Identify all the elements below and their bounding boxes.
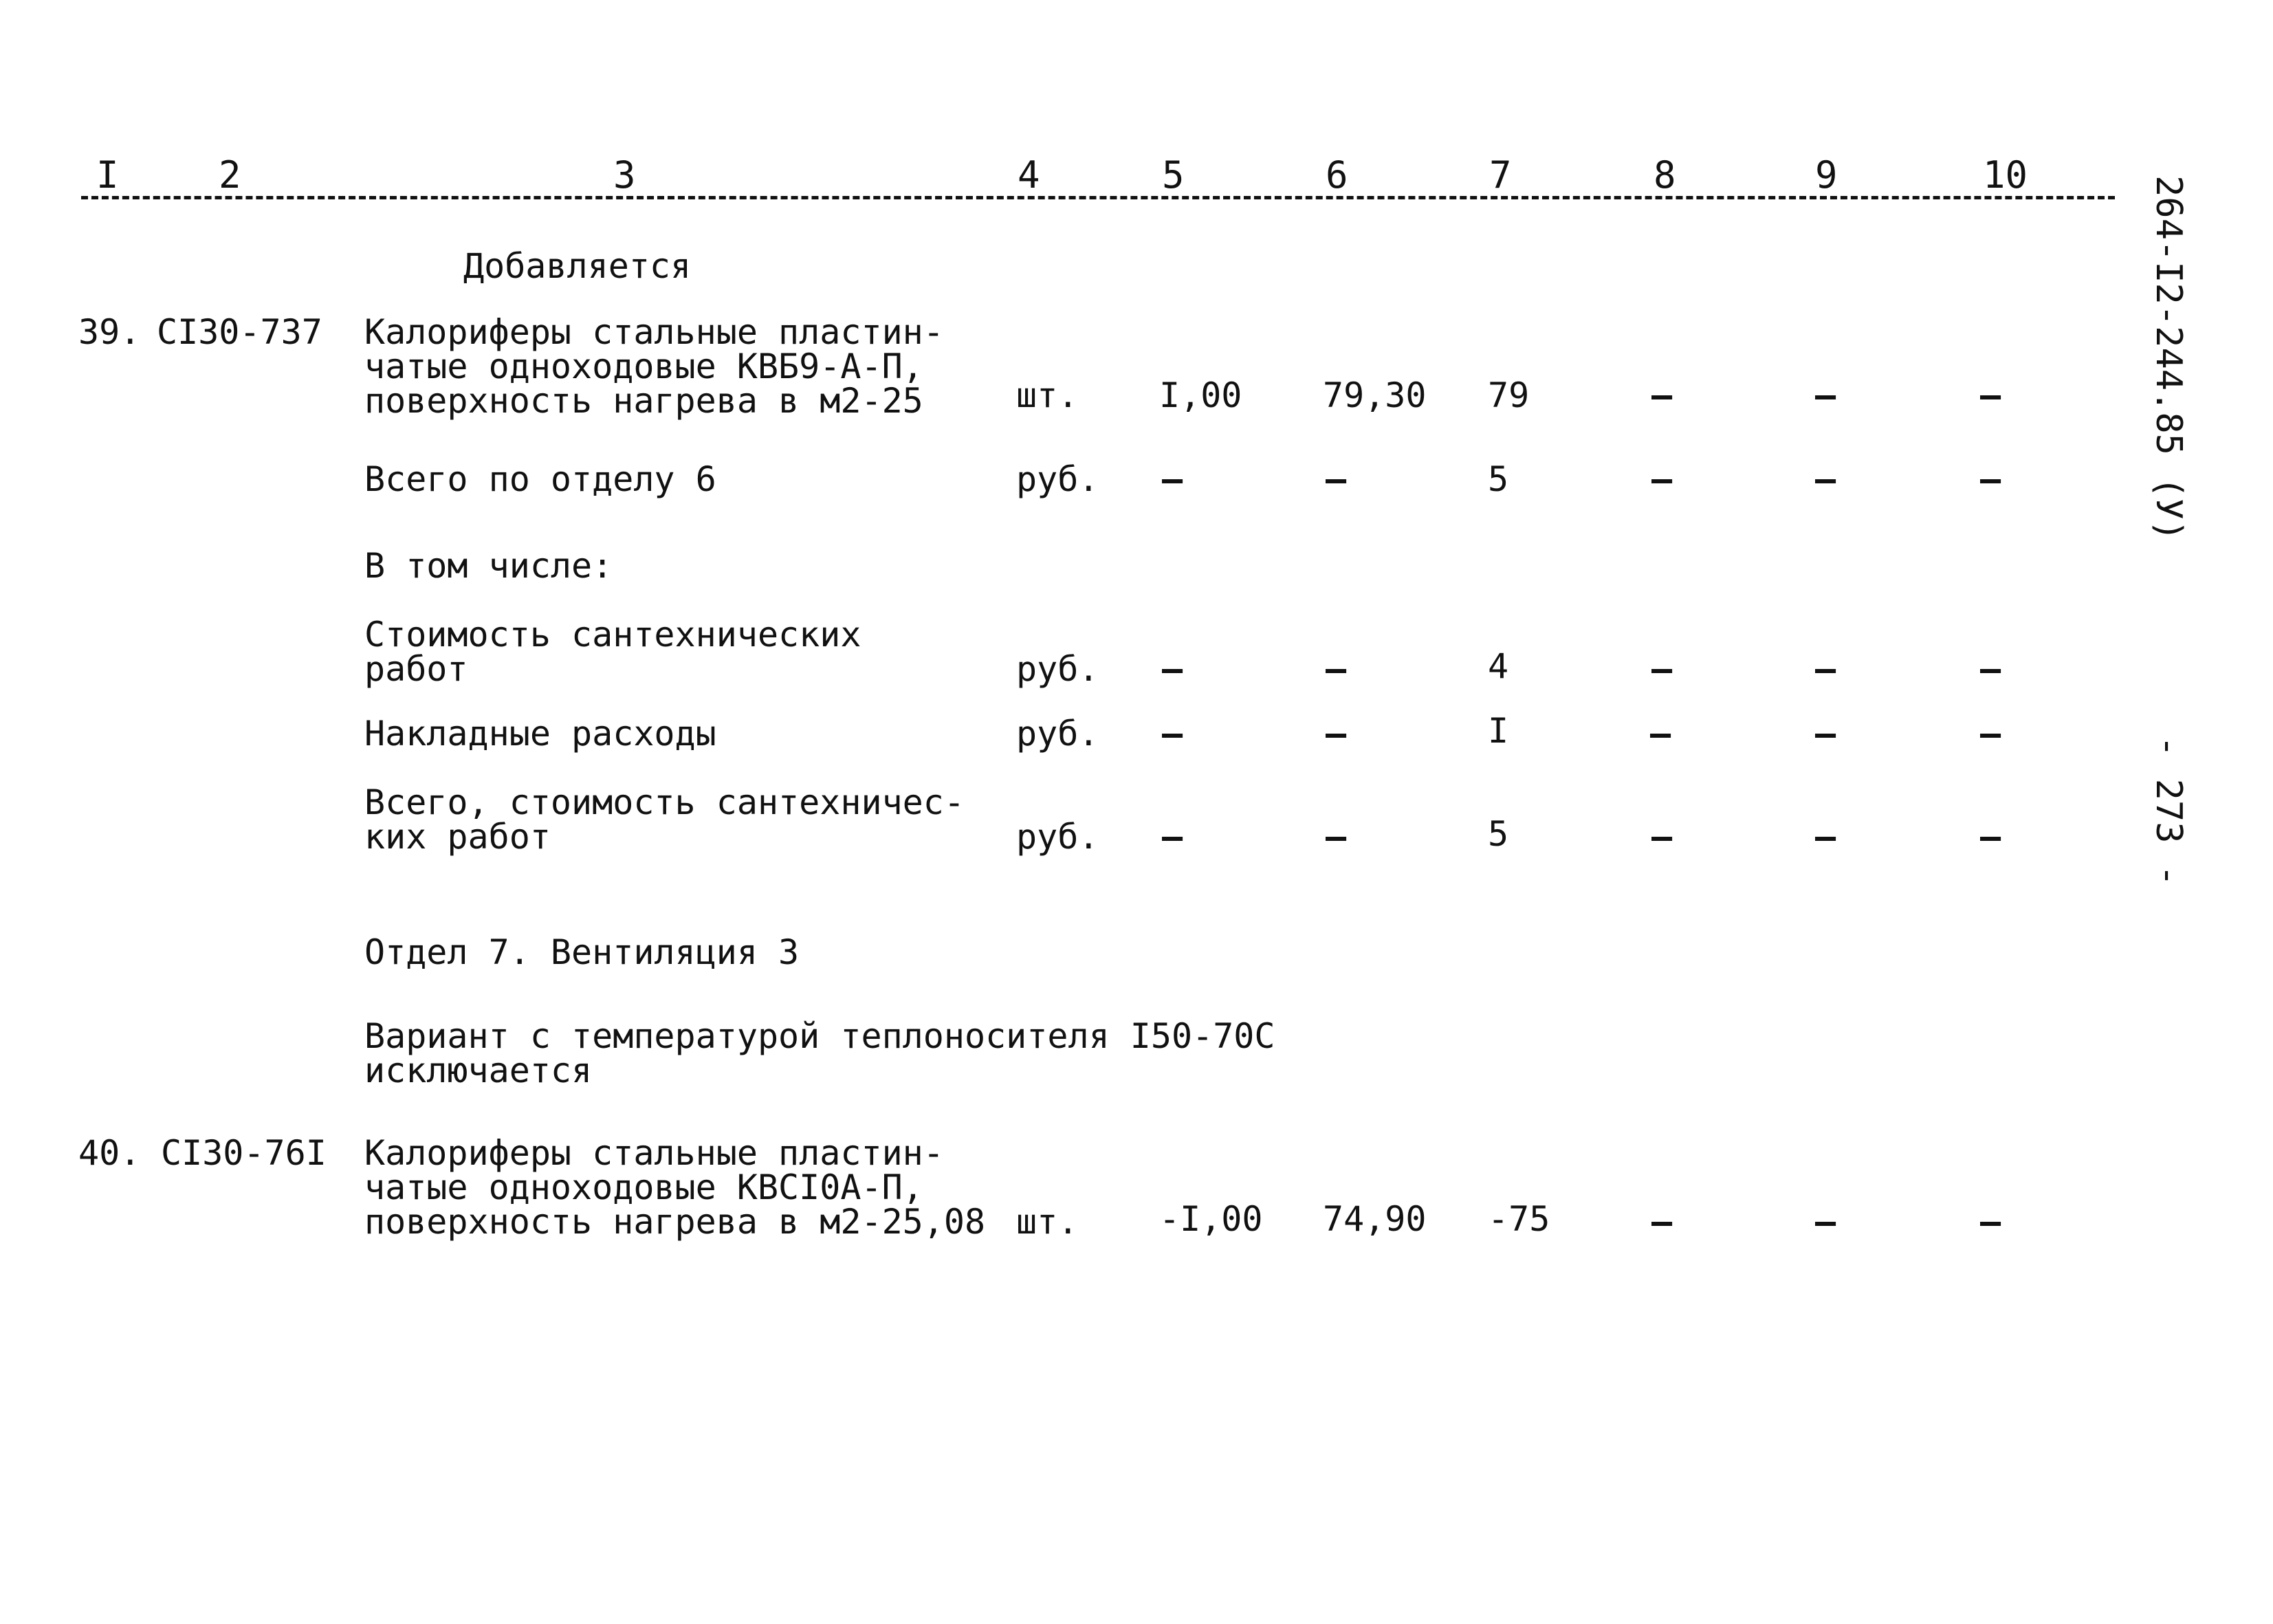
row-description [364,714,716,754]
section-added-title: Добавляется [463,246,692,286]
row-number: 39. [78,312,141,352]
row-code: СI30-76I [161,1133,327,1173]
page-number: - 273 - [2148,736,2189,887]
row-description-line: Калориферы стальные пластин- [364,312,944,352]
row-col8: – [1651,1202,1673,1242]
column-10-header: 10 [1983,153,2028,197]
row-description-line: чатые одноходовые КВБ9-А-П, [364,347,923,386]
variant-note-line: Вариант с температурой теплоносителя I50-70С [364,1016,1275,1056]
row-description-line: работ [364,649,468,689]
row-description-line: поверхность нагрева в м2-25,08 [364,1202,986,1242]
column-5-header: 5 [1162,153,1185,197]
row-total: 5 [1488,459,1509,499]
row-description-line: Калориферы стальные пластин- [364,1133,944,1173]
row-col8: – [1651,375,1673,415]
row-quantity: I,00 [1159,375,1242,415]
row-description [364,782,965,857]
row-unit: руб. [1016,714,1099,754]
row-unit-price: 74,90 [1323,1199,1427,1239]
document-code: 264-I2-244.85 (У) [2148,175,2189,542]
variant-note-line: исключается [364,1051,593,1090]
row-total: I [1488,711,1509,751]
column-8-header: 8 [1654,153,1676,197]
variant-note [364,1016,1275,1090]
row-unit: руб. [1016,459,1099,499]
column-3-header: 3 [613,153,636,197]
row-description-line: Всего по отделу 6 [364,459,716,499]
row-total: 4 [1488,646,1509,686]
row-col10: – [1980,459,2001,499]
row-col8: — [1650,714,1671,754]
row-description-line: чатые одноходовые КВСI0А-П, [364,1167,923,1207]
row-total: -75 [1488,1199,1550,1239]
row-description-line: В том числе: [364,546,613,586]
column-4-header: 4 [1018,153,1040,197]
row-col9: – [1815,459,1836,499]
row-quantity: – [1162,817,1183,857]
row-col10: – [1980,375,2001,415]
row-description-line: поверхность нагрева в м2-25 [364,381,923,421]
row-description-line: Накладные расходы [364,714,716,754]
row-unit-price: 79,30 [1323,375,1427,415]
column-2-header: 2 [219,153,241,197]
row-quantity: – [1162,459,1183,499]
row-description [364,615,861,689]
row-description-line: ких работ [364,817,551,857]
row-description [364,459,716,499]
row-description-line: Всего, стоимость сантехничес- [364,782,965,822]
row-unit-price: – [1326,649,1347,689]
row-col8: – [1651,817,1673,857]
row-col10: – [1980,1202,2001,1242]
row-code: СI30-737 [157,312,322,352]
row-col9: – [1815,817,1836,857]
row-col9: – [1815,649,1836,689]
row-number: 40. [78,1133,141,1173]
header-rule [81,196,2115,199]
row-unit: руб. [1016,817,1099,857]
column-6-header: 6 [1326,153,1348,197]
row-unit: шт. [1016,375,1079,415]
row-col8: – [1651,649,1673,689]
row-col8: – [1651,459,1673,499]
row-col10: – [1980,649,2001,689]
row-col9: – [1815,375,1836,415]
section-7-title: Отдел 7. Вентиляция 3 [364,932,800,972]
row-unit-price: – [1326,817,1347,857]
row-col10: – [1980,817,2001,857]
row-total: 5 [1488,814,1509,854]
row-quantity: -I,00 [1159,1199,1263,1239]
column-9-header: 9 [1815,153,1838,197]
row-unit: шт. [1016,1202,1079,1242]
column-1-header: I [96,153,119,197]
row-col10: – [1980,714,2001,754]
row-description-line: Стоимость сантехнических [364,615,861,655]
row-total: 79 [1488,375,1530,415]
row-unit: руб. [1016,649,1099,689]
column-7-header: 7 [1489,153,1512,197]
row-description [364,1133,986,1242]
including-heading [364,546,613,586]
row-description [364,312,944,421]
row-quantity: – [1162,649,1183,689]
row-unit-price: – [1326,714,1347,754]
row-col9: – [1815,1202,1836,1242]
row-col9: – [1815,714,1836,754]
row-unit-price: – [1326,459,1347,499]
row-quantity: – [1162,714,1183,754]
